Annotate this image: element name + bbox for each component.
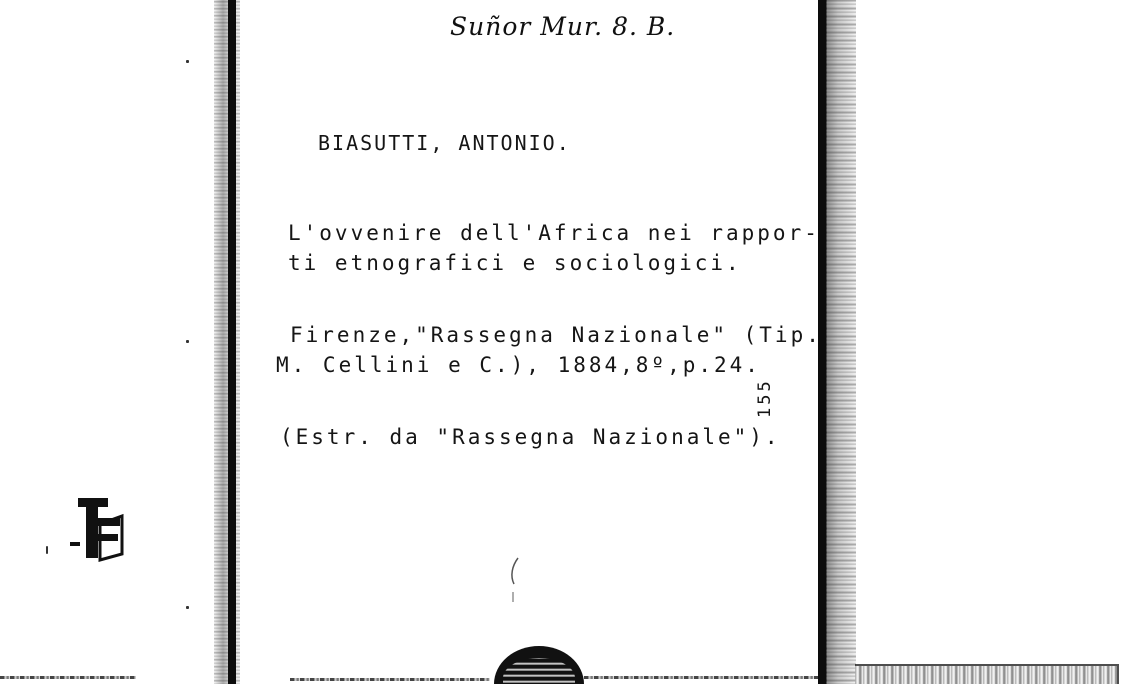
author-heading: BIASUTTI, ANTONIO. bbox=[318, 131, 571, 155]
publication-line-2: M. Cellini e C.), 1884,8º,p.24. bbox=[276, 353, 761, 377]
scan-speck bbox=[186, 606, 189, 609]
title-line-1: L'ovvenire dell'Africa nei rappor- bbox=[288, 221, 820, 245]
margin-number-text: 155 bbox=[755, 378, 775, 418]
publication-line-1: Firenze,"Rassegna Nazionale" (Tip. bbox=[290, 323, 822, 347]
scan-speck bbox=[46, 546, 48, 554]
scan-speck bbox=[186, 60, 189, 63]
left-edge-line bbox=[228, 0, 236, 684]
handwritten-shelf-mark: Suñor Mur. 8. B. bbox=[450, 12, 676, 41]
title-line-2: ti etnografici e sociologici. bbox=[288, 251, 742, 275]
bottom-right-scan-edge bbox=[855, 664, 1119, 684]
scan-speck bbox=[186, 340, 189, 343]
right-card-edge bbox=[826, 0, 856, 684]
pencil-mark bbox=[506, 556, 524, 606]
extract-note: (Estr. da "Rassegna Nazionale"). bbox=[280, 425, 781, 449]
library-stamp-icon bbox=[64, 494, 128, 564]
margin-number bbox=[755, 378, 795, 428]
left-card-edge bbox=[214, 0, 240, 684]
